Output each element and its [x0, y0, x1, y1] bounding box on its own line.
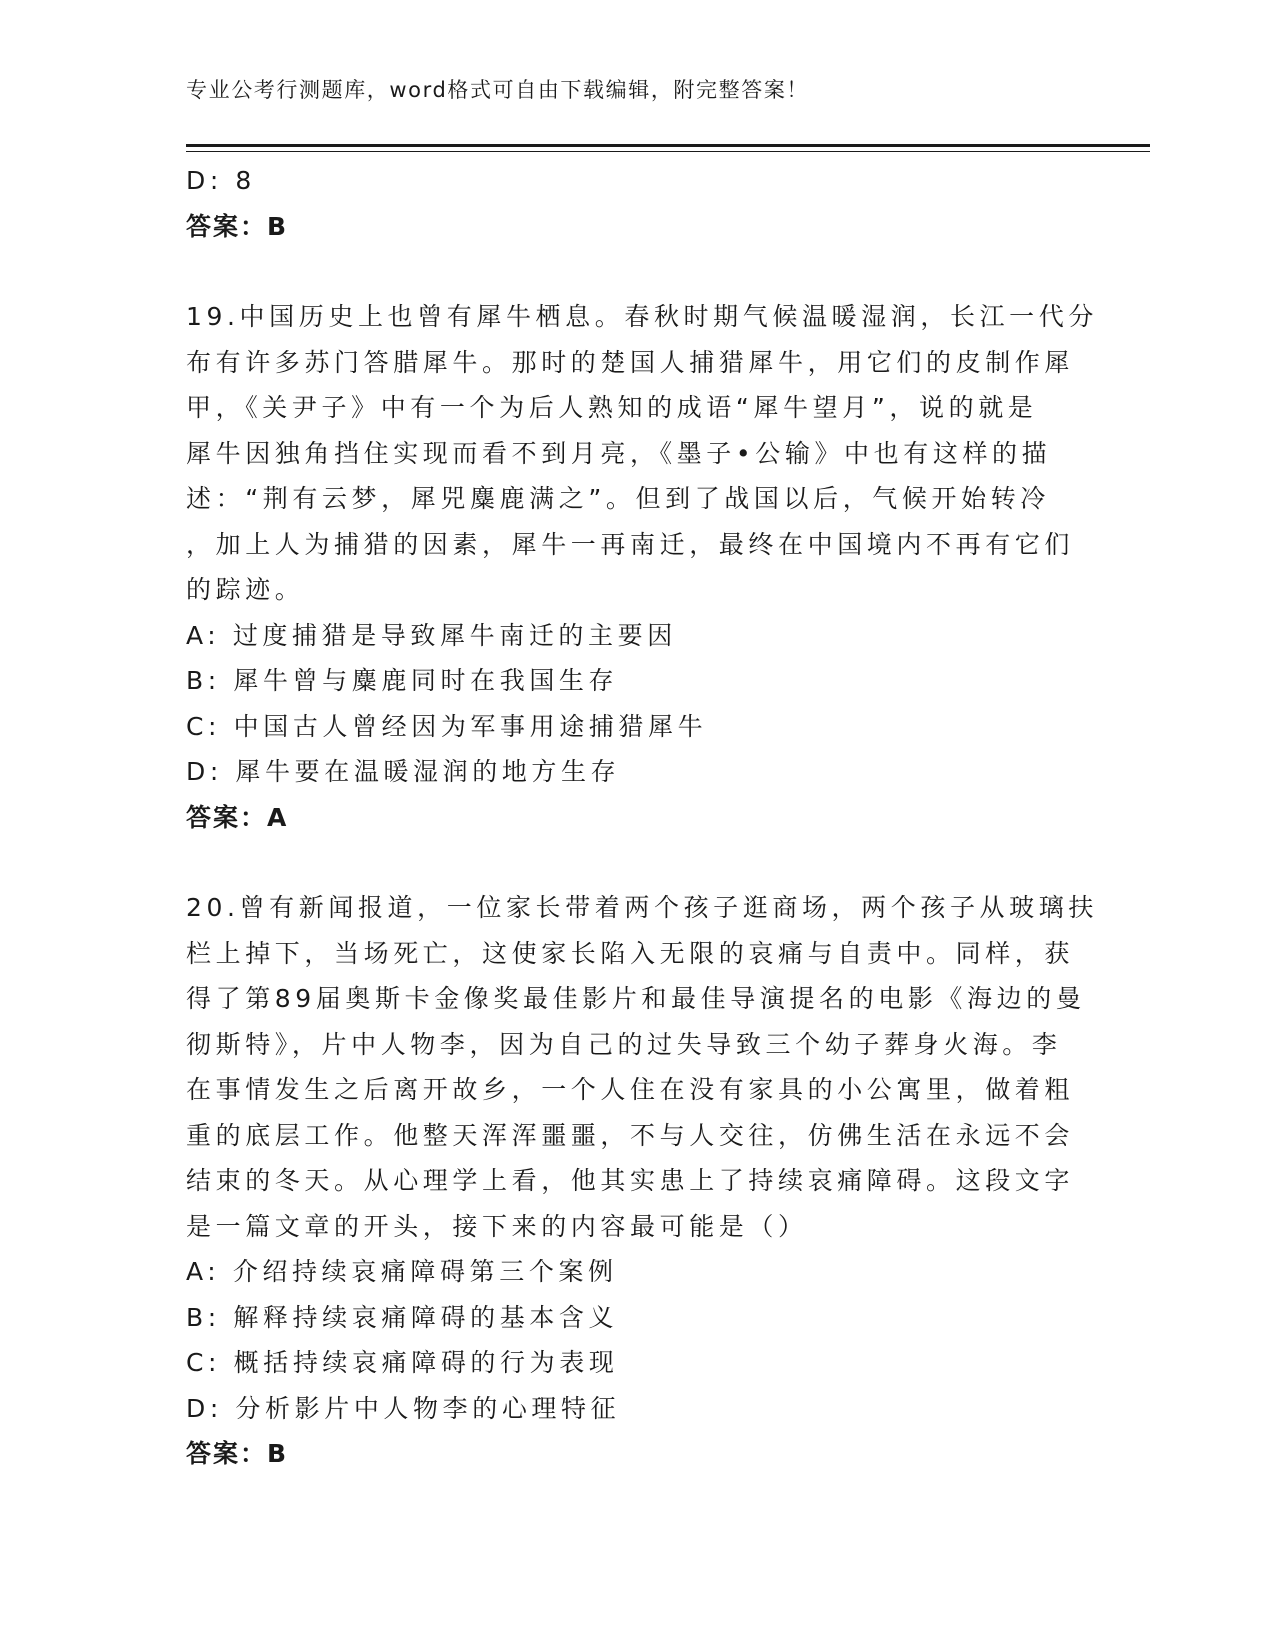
q20-option-b: B: 解释持续哀痛障碍的基本含义 [186, 1302, 619, 1332]
q19-option-d: D: 犀牛要在温暖湿润的地方生存 [186, 757, 621, 786]
q19-stem-line: 的踪迹。 [186, 575, 305, 604]
q19-stem-line: 犀牛因独角挡住实现而看不到月亮，《墨子•公输》中也有这样的描 [186, 438, 1052, 468]
q20-option-a: A: 介绍持续哀痛障碍第三个案例 [186, 1257, 618, 1286]
q20-stem-line: 在事情发生之后离开故乡，一个人住在没有家具的小公寓里，做着粗 [186, 1075, 1075, 1104]
question-20 [186, 885, 1098, 1477]
header-rule [186, 144, 1150, 152]
q19-option-a: A: 过度捕猎是导致犀牛南迁的主要因 [186, 620, 677, 650]
q19-stem-line: 述：“荆有云梦，犀兕麋鹿满之”。但到了战国以后，气候开始转冷 [186, 484, 1050, 513]
q20-answer: 答案：B [186, 1439, 289, 1468]
q20-stem-line: 得了第89届奥斯卡金像奖最佳影片和最佳导演提名的电影《海边的曼 [186, 984, 1086, 1013]
document-body [186, 158, 1098, 1477]
page-header: 专业公考行测题库，word格式可自由下载编辑，附完整答案！ [186, 78, 810, 102]
q20-stem-line: 20.曾有新闻报道，一位家长带着两个孩子逛商场，两个孩子从玻璃扶 [186, 893, 1098, 922]
q19-stem-line: 甲，《关尹子》中有一个为后人熟知的成语“犀牛望月”，说的就是 [186, 393, 1038, 422]
q19-stem-line: ，加上人为捕猎的因素，犀牛一再南迁，最终在中国境内不再有它们 [186, 529, 1075, 559]
q20-stem-line: 结束的冬天。从心理学上看，他其实患上了持续哀痛障碍。这段文字 [186, 1166, 1075, 1195]
q19-stem-line: 19.中国历史上也曾有犀牛栖息。春秋时期气候温暖湿润，长江一代分 [186, 302, 1098, 331]
q20-stem-line: 栏上掉下，当场死亡，这使家长陷入无限的哀痛与自责中。同样，获 [186, 938, 1075, 968]
q20-option-d: D: 分析影片中人物李的心理特征 [186, 1393, 621, 1423]
q20-stem-line: 是一篇文章的开头，接下来的内容最可能是（） [186, 1211, 808, 1241]
question-18-tail [186, 158, 1076, 249]
q19-answer: 答案：A [186, 802, 289, 832]
q20-stem-line: 彻斯特》，片中人物李，因为自己的过失导致三个幼子葬身火海。李 [186, 1029, 1062, 1059]
q19-option-c: C: 中国古人曾经因为军事用途捕猎犀牛 [186, 711, 708, 741]
q18-option-d: D: 8 [186, 166, 256, 195]
question-19 [186, 294, 1098, 840]
q20-stem-line: 重的底层工作。他整天浑浑噩噩，不与人交往，仿佛生活在永远不会 [186, 1120, 1075, 1150]
q18-answer: 答案：B [186, 211, 289, 241]
q20-option-c: C: 概括持续哀痛障碍的行为表现 [186, 1348, 619, 1377]
q19-option-b: B: 犀牛曾与麋鹿同时在我国生存 [186, 666, 619, 695]
q19-stem-line: 布有许多苏门答腊犀牛。那时的楚国人捕猎犀牛，用它们的皮制作犀 [186, 347, 1075, 377]
